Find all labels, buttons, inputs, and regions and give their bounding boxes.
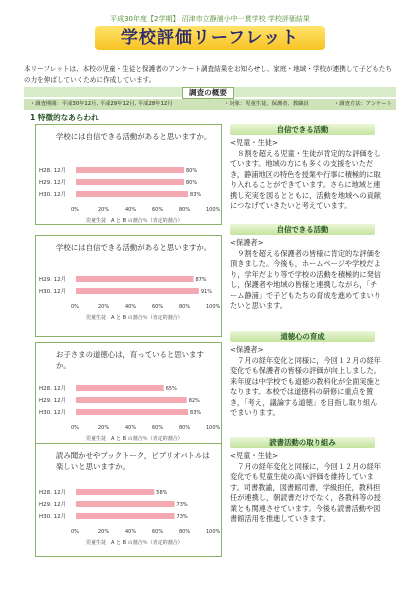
- axis-tick-label: 60%: [152, 529, 164, 535]
- bar: [76, 385, 164, 391]
- bar-chart-3: [36, 343, 221, 443]
- bar: [76, 191, 188, 197]
- bar: [76, 167, 184, 173]
- axis-tick-label: 60%: [152, 425, 164, 431]
- overview-target: ・対象：児童生徒、保護者、教職員: [224, 101, 309, 107]
- axis-tick-label: 100%: [206, 207, 221, 213]
- bar-value-label: 73%: [176, 502, 188, 508]
- axis-tick-label: 40%: [125, 425, 137, 431]
- axis-tick-label: 100%: [206, 425, 221, 431]
- bar-value-label: 87%: [195, 277, 207, 283]
- bar-value-label: 83%: [190, 410, 202, 416]
- comment-respondent: <保護者>: [230, 238, 264, 247]
- chart-legend: 児童生徒 A と B の割合％（肯定的割合）: [86, 218, 183, 224]
- bar-row-label: H30. 12月: [39, 192, 67, 198]
- comment-text: ７月の経年変化と同様に，今回１２月の経年変化でも児童生徒の高い評価を維持しています。司書教諭，図書館司書，学級担任，教科担任が連携し，朝読書だけでなく，各教科等の授業とも関連させています。今後も読書活動や図書館活用を推進していきます。: [230, 461, 381, 523]
- bar: [76, 179, 184, 185]
- chart-question: 学校には自信できる活動があると思いますか。: [56, 132, 212, 141]
- axis-tick-label: 20%: [98, 529, 110, 535]
- intro-text: 本リーフレットは、本校の児童・生徒と保護者のアンケート調査結果をお知らせし、家庭・地域・学校が連携して子どもたちの力を伸ばしていくために作成しています。: [24, 65, 392, 84]
- bar-value-label: 65%: [165, 386, 177, 392]
- axis-tick-label: 80%: [179, 304, 191, 310]
- bar-value-label: 91%: [200, 289, 212, 295]
- chart-question: 学校には自信できる活動があると思いますか。: [56, 243, 212, 252]
- axis-tick-label: 0%: [71, 207, 79, 213]
- chart-legend: 児童生徒 A と B の割合％（肯定的割合）: [86, 436, 183, 442]
- axis-tick-label: 20%: [98, 207, 110, 213]
- bar-row-label: H28. 12月: [39, 386, 67, 392]
- bar-row-label: H28. 12月: [39, 490, 67, 496]
- bar-value-label: 82%: [188, 398, 200, 404]
- comment-text: ７月の経年変化と同様に，今回１２月の経年変化でも保護者の皆様の評価が向上しました。来年度は中学校でも道徳の教科化が全面実施となります。本校では道徳科の研修に重点を置き，「考え，議論する道徳」を目指し取り組んでまいります。: [230, 355, 381, 417]
- bar: [76, 501, 175, 507]
- comment-title-1: 自信できる活動: [230, 124, 375, 135]
- comment-body-2: [230, 238, 384, 312]
- bar-row-label: H29. 12月: [39, 398, 67, 404]
- chart-question: 読み聞かせやブックトーク，ビブリオバトルは楽しいと思いますか。: [56, 451, 210, 471]
- chart-box-2: [35, 235, 222, 337]
- overview-method: ・調査方法：アンケート: [334, 101, 392, 107]
- axis-tick-label: 0%: [71, 425, 79, 431]
- axis-tick-label: 100%: [206, 304, 221, 310]
- bar-value-label: 83%: [190, 192, 202, 198]
- comment-body-3: [230, 345, 384, 419]
- bar-row-label: H30. 12月: [39, 514, 67, 520]
- axis-tick-label: 40%: [125, 304, 137, 310]
- bar: [76, 513, 175, 519]
- chart-legend: 児童生徒 A と B の割合％（肯定的割合）: [86, 540, 183, 546]
- bar: [76, 288, 199, 294]
- bar: [76, 489, 154, 495]
- header-line: 平成30年度【2学期】 沼津市立静浦小中一貫学校 学校評価結果: [110, 15, 310, 23]
- bar-value-label: 73%: [176, 514, 188, 520]
- axis-tick-label: 20%: [98, 425, 110, 431]
- bar-value-label: 58%: [156, 490, 168, 496]
- chart-box-1: [35, 124, 222, 225]
- bar-chart-4: [36, 444, 221, 556]
- axis-tick-label: 40%: [125, 207, 137, 213]
- axis-tick-label: 100%: [206, 529, 221, 535]
- bar-chart-2: [36, 236, 221, 336]
- comment-title-2: 自信できる活動: [230, 224, 375, 235]
- comment-respondent: <保護者>: [230, 345, 264, 354]
- axis-tick-label: 20%: [98, 304, 110, 310]
- page-title: 学校評価リーフレット: [95, 26, 325, 50]
- axis-tick-label: 80%: [179, 207, 191, 213]
- axis-tick-label: 80%: [179, 529, 191, 535]
- overview-bar: [24, 87, 396, 97]
- comment-text: ９割を超える保護者の皆様に肯定的な評価を頂きました。今後も，ホームページや学校だより，学年だより等で学校の活動を積極的に発信し，保護者や地域の皆様と連携しながら，「チーム静浦」で子どもたちの育成を進めてまいりたいと思います。: [230, 248, 381, 310]
- bar-row-label: H28. 12月: [39, 168, 67, 174]
- bar: [76, 276, 193, 282]
- bar-row-label: H29. 12月: [39, 502, 67, 508]
- comment-respondent: <児童・生徒>: [230, 451, 278, 460]
- comment-title-3: 道徳心の育成: [230, 331, 375, 342]
- axis-tick-label: 0%: [71, 529, 79, 535]
- comment-respondent: <児童・生徒>: [230, 138, 278, 147]
- chart-legend: 児童生徒 A と B の割合％（肯定的割合）: [86, 315, 183, 321]
- comment-title-4: 読書活動の取り組み: [230, 437, 375, 448]
- bar-chart-1: [36, 125, 221, 224]
- chart-box-3: [35, 342, 222, 444]
- axis-tick-label: 0%: [71, 304, 79, 310]
- overview-meta: [24, 99, 396, 110]
- bar: [76, 397, 187, 403]
- chart-box-4: [35, 443, 222, 557]
- bar-row-label: H29. 12月: [39, 180, 67, 186]
- bar-row-label: H29. 12月: [39, 277, 67, 283]
- bar-value-label: 80%: [186, 168, 198, 174]
- comment-body-4: [230, 451, 384, 525]
- overview-heading: 調査の概要: [182, 87, 234, 99]
- bar: [76, 409, 188, 415]
- axis-tick-label: 40%: [125, 529, 137, 535]
- bar-value-label: 80%: [186, 180, 198, 186]
- axis-tick-label: 60%: [152, 207, 164, 213]
- section-heading: 1 特徴的なあらわれ: [30, 113, 99, 122]
- axis-tick-label: 80%: [179, 425, 191, 431]
- axis-tick-label: 60%: [152, 304, 164, 310]
- bar-row-label: H30. 12月: [39, 289, 67, 295]
- overview-period: ・調査期間：平成30年12月, 平成29年12月, 平成28年12月: [30, 101, 173, 107]
- comment-body-1: [230, 138, 384, 212]
- bar-row-label: H30. 12月: [39, 410, 67, 416]
- chart-question: お子さまの道徳心は，育っていると思いますか。: [56, 350, 204, 370]
- comment-text: ８割を超える児童・生徒が肯定的な評価をしています。地域の方にも多くの支援をいただき，静浦地区の特色を授業や行事に積極的に取り入れることができています。さらに地域と連携し充実を図るとともに，活動を地域への貢献につなげていきたいと考えています。: [230, 148, 381, 210]
